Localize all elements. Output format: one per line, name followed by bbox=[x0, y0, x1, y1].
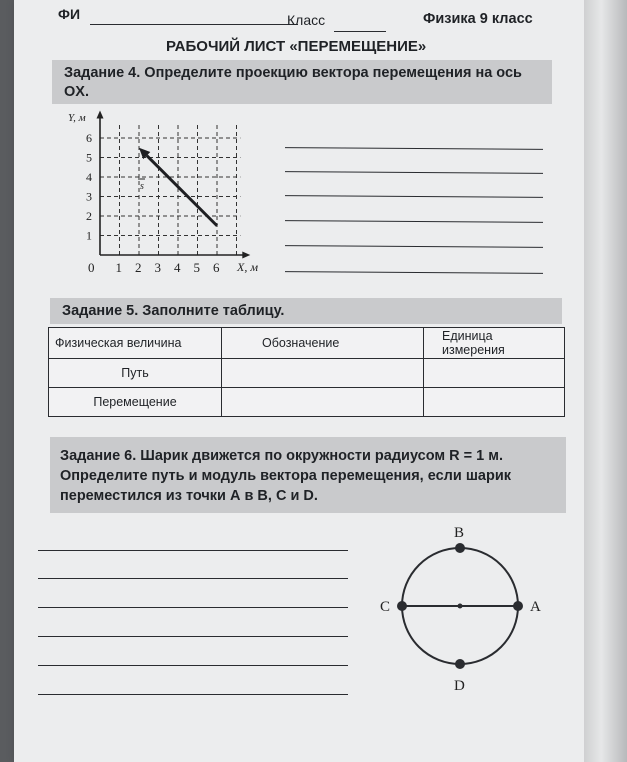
table-row bbox=[49, 388, 565, 417]
task6-answer-line-2[interactable] bbox=[38, 578, 348, 579]
table-surface bbox=[584, 0, 627, 762]
task6-answer-line-3[interactable] bbox=[38, 607, 348, 608]
table-row-label: Перемещение bbox=[49, 388, 222, 417]
y-tick-label: 4 bbox=[86, 170, 92, 184]
origin-label: 0 bbox=[88, 260, 95, 275]
task6-text-line1: Задание 6. Шарик движется по окружности радиусом R = 1 м. bbox=[60, 448, 504, 464]
table-row-label: Путь bbox=[49, 359, 222, 388]
task6-answer-line-5[interactable] bbox=[38, 665, 348, 666]
class-label: Класс bbox=[287, 12, 326, 28]
task4-text-line2: OX. bbox=[64, 84, 89, 100]
point-d-label: D bbox=[454, 678, 465, 694]
name-label: ФИ bbox=[58, 6, 81, 22]
y-tick-label: 6 bbox=[86, 131, 92, 145]
x-tick-label: 1 bbox=[115, 260, 122, 275]
task6-text-line2: Определите путь и модуль вектора перемещения, если шарик bbox=[60, 468, 512, 484]
task4-answer-line-3[interactable] bbox=[285, 195, 543, 198]
y-tick-label: 1 bbox=[86, 228, 92, 243]
circle-diagram bbox=[374, 518, 564, 698]
worksheet-page bbox=[14, 0, 584, 762]
task4-answer-line-6[interactable] bbox=[285, 271, 543, 274]
x-tick-label: 3 bbox=[154, 260, 161, 275]
point-c-dot bbox=[397, 601, 407, 611]
graph-grid bbox=[100, 122, 240, 255]
table-answer-cell[interactable] bbox=[222, 388, 424, 417]
point-d-dot bbox=[455, 659, 465, 669]
center-dot bbox=[458, 604, 463, 609]
point-a-dot bbox=[513, 601, 523, 611]
table-answer-cell[interactable] bbox=[222, 359, 424, 388]
y-tick-label: 2 bbox=[86, 209, 92, 223]
table-header-cell: Обозначение bbox=[222, 328, 424, 359]
task4-text-line1: Задание 4. Определите проекцию вектора перемещения на ось bbox=[64, 65, 522, 81]
y-tick-label: 3 bbox=[86, 189, 92, 204]
page-title: РАБОЧИЙ ЛИСТ «ПЕРЕМЕЩЕНИЕ» bbox=[166, 38, 427, 55]
task6-answer-line-1[interactable] bbox=[38, 550, 348, 551]
x-tick-label: 5 bbox=[193, 260, 200, 275]
table-header-cell: Физическая величина bbox=[49, 328, 222, 359]
task4-answer-line-1[interactable] bbox=[285, 147, 543, 150]
task6-text bbox=[60, 446, 511, 506]
point-b-dot bbox=[455, 543, 465, 553]
point-c-label: C bbox=[380, 599, 391, 615]
x-tick-label: 2 bbox=[135, 260, 142, 275]
graph-ticks bbox=[86, 131, 220, 275]
name-answer-line[interactable] bbox=[90, 24, 298, 25]
x-axis-arrow bbox=[242, 252, 250, 259]
table-header-row bbox=[49, 328, 565, 359]
y-axis-label: Y, м bbox=[68, 112, 86, 124]
x-tick-label: 6 bbox=[213, 260, 220, 275]
task5-text: Задание 5. Заполните таблицу. bbox=[62, 303, 285, 319]
task6-answer-line-4[interactable] bbox=[38, 636, 348, 637]
y-tick-label: 5 bbox=[86, 150, 92, 165]
task4-text bbox=[64, 64, 522, 102]
task4-answer-line-4[interactable] bbox=[285, 220, 543, 223]
table-row bbox=[49, 359, 565, 388]
task4-answer-line-2[interactable] bbox=[285, 171, 543, 174]
point-a-label: A bbox=[530, 599, 541, 615]
task4-answer-line-5[interactable] bbox=[285, 245, 543, 248]
y-axis-arrow bbox=[97, 111, 104, 119]
displacement-vector bbox=[138, 148, 217, 226]
table-header-cell: Единица измерения bbox=[424, 328, 565, 359]
table-answer-cell[interactable] bbox=[424, 359, 565, 388]
quantities-table bbox=[48, 327, 565, 417]
x-tick-label: 4 bbox=[174, 260, 181, 275]
point-b-label: B bbox=[454, 525, 465, 541]
task6-text-line3: переместился из точки А в В, С и D. bbox=[60, 488, 318, 504]
table-answer-cell[interactable] bbox=[424, 388, 565, 417]
x-axis-label: X, м bbox=[237, 260, 258, 274]
task4-graph bbox=[64, 105, 284, 280]
class-answer-line[interactable] bbox=[334, 31, 386, 32]
vector-label: s bbox=[140, 181, 144, 192]
task6-answer-line-6[interactable] bbox=[38, 694, 348, 695]
subject-label: Физика 9 класс bbox=[423, 11, 533, 27]
vector-shaft bbox=[147, 156, 217, 226]
